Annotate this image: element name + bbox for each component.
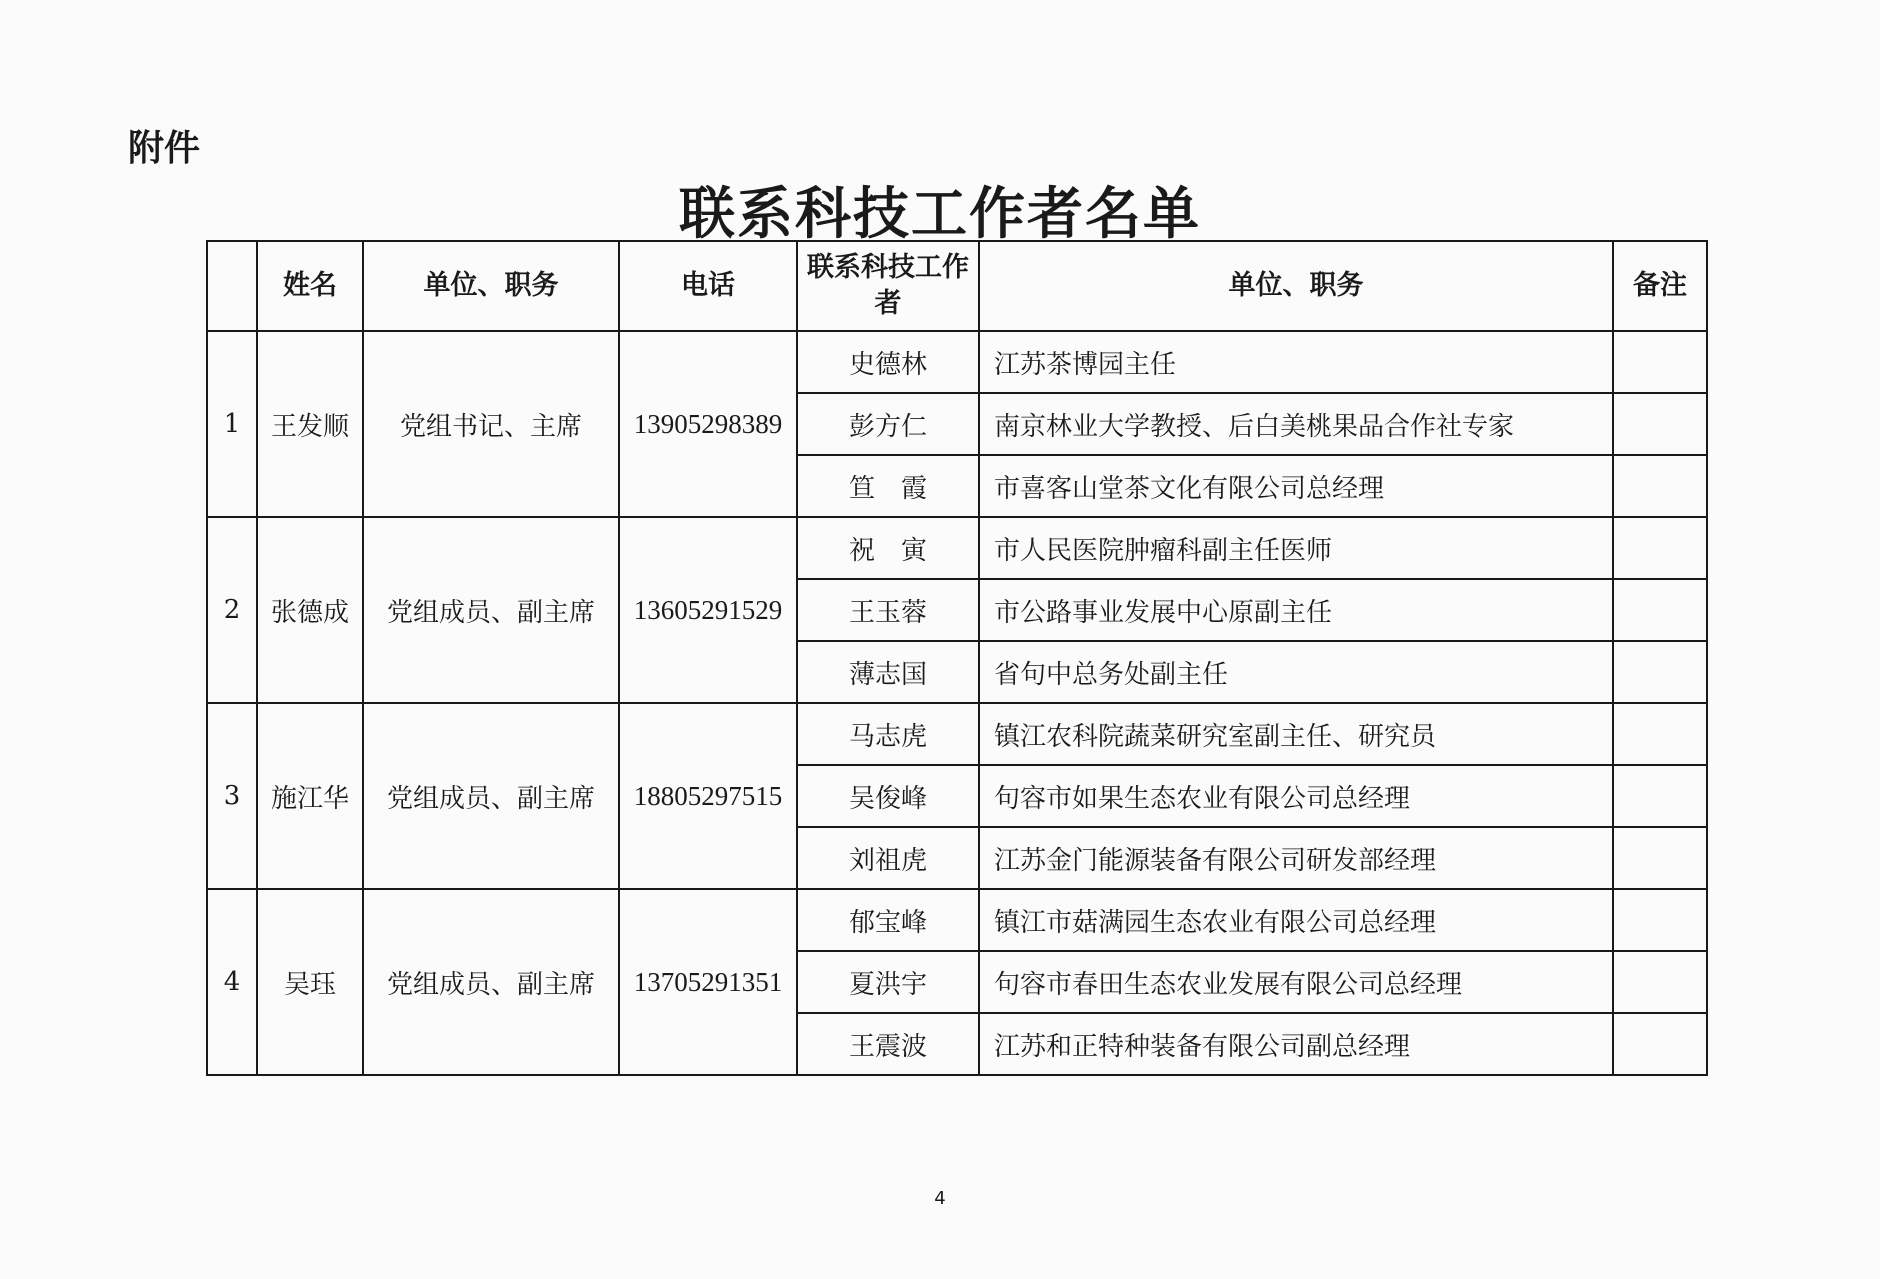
header-name: 姓名 — [257, 241, 363, 331]
cell-phone: 18805297515 — [619, 703, 797, 889]
cell-contact-name: 史德林 — [797, 331, 979, 393]
cell-remarks — [1613, 889, 1707, 951]
cell-remarks — [1613, 517, 1707, 579]
cell-contact-name: 薄志国 — [797, 641, 979, 703]
cell-contact-name: 刘祖虎 — [797, 827, 979, 889]
table-row — [207, 517, 1707, 579]
cell-index: 4 — [207, 889, 257, 1075]
page-number: 4 — [934, 1188, 946, 1209]
attachment-label: 附件 — [128, 128, 201, 169]
contact-table — [206, 240, 1708, 1076]
cell-contact-unit-position: 市喜客山堂茶文化有限公司总经理 — [979, 455, 1613, 517]
cell-contact-unit-position: 江苏茶博园主任 — [979, 331, 1613, 393]
cell-contact-name: 夏洪宇 — [797, 951, 979, 1013]
header-index — [207, 241, 257, 331]
header-contact: 联系科技工作者 — [797, 241, 979, 331]
cell-contact-unit-position: 句容市春田生态农业发展有限公司总经理 — [979, 951, 1613, 1013]
table-row — [207, 889, 1707, 951]
cell-leader-name: 王发顺 — [257, 331, 363, 517]
cell-contact-name: 笪 霞 — [797, 455, 979, 517]
table-row — [207, 331, 1707, 393]
cell-contact-name: 彭方仁 — [797, 393, 979, 455]
cell-phone: 13705291351 — [619, 889, 797, 1075]
cell-contact-unit-position: 市人民医院肿瘤科副主任医师 — [979, 517, 1613, 579]
cell-contact-name: 马志虎 — [797, 703, 979, 765]
header-phone: 电话 — [619, 241, 797, 331]
cell-remarks — [1613, 455, 1707, 517]
cell-remarks — [1613, 579, 1707, 641]
cell-contact-name: 王震波 — [797, 1013, 979, 1075]
cell-contact-unit-position: 市公路事业发展中心原副主任 — [979, 579, 1613, 641]
table-header-row — [207, 241, 1707, 331]
cell-leader-unit-position: 党组书记、主席 — [363, 331, 619, 517]
table-row — [207, 703, 1707, 765]
cell-remarks — [1613, 393, 1707, 455]
cell-remarks — [1613, 1013, 1707, 1075]
header-unit-position: 单位、职务 — [363, 241, 619, 331]
cell-contact-unit-position: 省句中总务处副主任 — [979, 641, 1613, 703]
cell-contact-name: 郁宝峰 — [797, 889, 979, 951]
cell-index: 1 — [207, 331, 257, 517]
cell-contact-name: 祝 寅 — [797, 517, 979, 579]
cell-contact-name: 吴俊峰 — [797, 765, 979, 827]
header-remarks: 备注 — [1613, 241, 1707, 331]
cell-remarks — [1613, 703, 1707, 765]
cell-index: 3 — [207, 703, 257, 889]
page-title: 联系科技工作者名单 — [679, 181, 1201, 247]
cell-leader-unit-position: 党组成员、副主席 — [363, 517, 619, 703]
cell-phone: 13605291529 — [619, 517, 797, 703]
cell-contact-unit-position: 镇江农科院蔬菜研究室副主任、研究员 — [979, 703, 1613, 765]
cell-contact-unit-position: 江苏金门能源装备有限公司研发部经理 — [979, 827, 1613, 889]
cell-remarks — [1613, 951, 1707, 1013]
cell-leader-unit-position: 党组成员、副主席 — [363, 703, 619, 889]
cell-leader-name: 施江华 — [257, 703, 363, 889]
cell-leader-name: 吴珏 — [257, 889, 363, 1075]
header-contact-unit-position: 单位、职务 — [979, 241, 1613, 331]
cell-contact-unit-position: 江苏和正特种装备有限公司副总经理 — [979, 1013, 1613, 1075]
cell-remarks — [1613, 827, 1707, 889]
cell-contact-unit-position: 南京林业大学教授、后白美桃果品合作社专家 — [979, 393, 1613, 455]
cell-leader-name: 张德成 — [257, 517, 363, 703]
cell-index: 2 — [207, 517, 257, 703]
cell-remarks — [1613, 641, 1707, 703]
cell-phone: 13905298389 — [619, 331, 797, 517]
cell-contact-unit-position: 句容市如果生态农业有限公司总经理 — [979, 765, 1613, 827]
cell-leader-unit-position: 党组成员、副主席 — [363, 889, 619, 1075]
cell-remarks — [1613, 765, 1707, 827]
cell-contact-name: 王玉蓉 — [797, 579, 979, 641]
cell-remarks — [1613, 331, 1707, 393]
cell-contact-unit-position: 镇江市菇满园生态农业有限公司总经理 — [979, 889, 1613, 951]
